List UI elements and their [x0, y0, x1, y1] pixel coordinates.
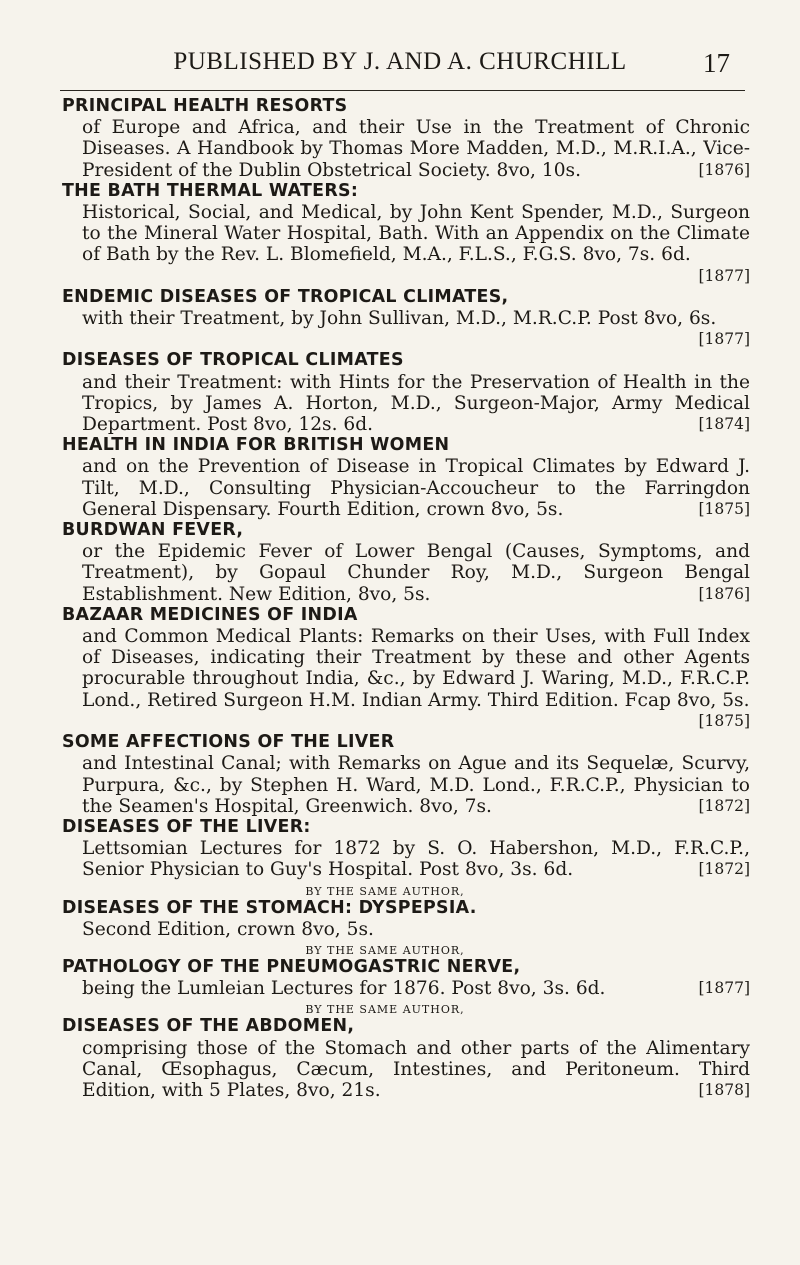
entry-description-text: Historical, Social, and Medical, by John Kent Spender, M.D., Surgeon to the Mineral Water Hospital, Bath. With an Appendix on the Climate of Bath by the Rev. L. Blomefield, M.A., F.L.S., F.G.S. 8vo, 7s. 6d.: [82, 202, 750, 266]
entry-year: [1877]: [698, 330, 750, 349]
entry-title: DISEASES OF THE STOMACH: DYSPEPSIA.: [62, 897, 477, 918]
running-head: PUBLISHED BY J. AND A. CHURCHILL: [173, 48, 627, 75]
entry-title: DISEASES OF THE LIVER:: [62, 816, 311, 837]
entry-description-text: Second Edition, crown 8vo, 5s.: [82, 918, 374, 940]
entry-title: THE BATH THERMAL WATERS:: [62, 180, 359, 201]
entry-description: [60, 202, 750, 287]
entry-title: BURDWAN FEVER,: [62, 520, 244, 541]
same-author-note: BY THE SAME AUTHOR,: [305, 943, 465, 957]
catalogue-entry: [60, 817, 750, 881]
entry-description: [60, 456, 750, 520]
entry-title: SOME AFFECTIONS OF THE LIVER: [62, 732, 395, 753]
entry-year: [1877]: [698, 979, 750, 998]
same-author-note: BY THE SAME AUTHOR,: [305, 884, 465, 898]
entry-description: [60, 541, 750, 605]
catalogue-entry: [60, 520, 750, 605]
entry-title: HEALTH IN INDIA FOR BRITISH WOMEN: [62, 435, 450, 456]
entry-description-text: being the Lumleian Lectures for 1876. Post 8vo, 3s. 6d.: [82, 978, 606, 1000]
entry-title: PRINCIPAL HEALTH RESORTS: [62, 96, 348, 116]
same-author-note: BY THE SAME AUTHOR,: [305, 1003, 465, 1017]
page-header: [0, 48, 800, 88]
entry-description-text: and their Treatment: with Hints for the Preservation of Health in the Tropics, by James A. Horton, M.D., Surgeon-Major, Army Medical Department. Post 8vo, 12s. 6d.: [82, 371, 750, 436]
entry-description-text: and Common Medical Plants: Remarks on their Uses, with Full Index of Diseases, indicating their Treatment by these and other Agents procurable throughout India, &c., by Edward J. Waring, M.D., F.R.C.P. Lond., Retired Surgeon H.M. Indian Army. Third Edition. Fcap 8vo, 5s.: [82, 626, 750, 711]
entry-year: [1872]: [698, 860, 750, 879]
entry-title: BAZAAR MEDICINES OF INDIA: [62, 604, 358, 625]
page-number: 17: [703, 48, 730, 78]
entry-description-text: and on the Prevention of Disease in Tropical Climates by Edward J. Tilt, M.D., Consulting Physician-Accoucheur to the Farringdon General Dispensary. Fourth Edition, crown 8vo, 5s.: [82, 456, 750, 520]
entry-description: [60, 626, 750, 732]
entry-title: DISEASES OF THE ABDOMEN,: [62, 1016, 355, 1037]
entry-description: [60, 838, 750, 880]
entry-description: [60, 1038, 750, 1102]
header-rule: [60, 90, 745, 91]
catalogue-entry: [60, 885, 750, 940]
catalogue-entry: [60, 287, 750, 351]
catalogue-entry: [60, 732, 750, 817]
catalogue-entry: [60, 605, 750, 732]
entry-title: ENDEMIC DISEASES OF TROPICAL CLIMATES,: [62, 286, 509, 307]
entry-description-text: or the Epidemic Fever of Lower Bengal (Causes, Symptoms, and Treatment), by Gopaul Chunder Roy, M.D., Surgeon Bengal Establishment. New Edition, 8vo, 5s.: [82, 541, 750, 605]
catalogue-entry: [60, 96, 750, 181]
entry-year: [1875]: [698, 711, 750, 730]
entry-description: [60, 753, 750, 817]
entry-title: PATHOLOGY OF THE PNEUMOGASTRIC NERVE,: [62, 956, 521, 977]
catalogue-list: [60, 96, 750, 1101]
entry-year: [1874]: [698, 415, 750, 434]
entry-description-text: comprising those of the Stomach and other parts of the Alimentary Canal, Œsophagus, Cæcum, Intestines, and Peritoneum. Third Edition, with 5 Plates, 8vo, 21s.: [82, 1037, 750, 1101]
entry-title: DISEASES OF TROPICAL CLIMATES: [62, 350, 404, 371]
entry-description: [60, 978, 750, 999]
entry-year: [1876]: [698, 160, 750, 179]
catalogue-entry: [60, 350, 750, 435]
entry-year: [1876]: [698, 584, 750, 603]
entry-description-text: of Europe and Africa, and their Use in the Treatment of Chronic Diseases. A Handbook by Thomas More Madden, M.D., M.R.I.A., Vice-President of the Dublin Obstetrical Society. 8vo, 10s.: [82, 117, 750, 181]
entry-year: [1877]: [698, 266, 750, 285]
entry-description-text: with their Treatment, by John Sullivan, M.D., M.R.C.P. Post 8vo, 6s.: [82, 308, 717, 330]
entry-year: [1875]: [698, 499, 750, 518]
entry-description-text: and Intestinal Canal; with Remarks on Ague and its Sequelæ, Scurvy, Purpura, &c., by Stephen H. Ward, M.D. Lond., F.R.C.P., Physician to the Seamen's Hospital, Greenwich. 8vo, 7s.: [82, 753, 750, 817]
catalogue-entry: [60, 1003, 750, 1101]
entry-description-text: Lettsomian Lectures for 1872 by S. O. Habershon, M.D., F.R.C.P., Senior Physician to Guy's Hospital. Post 8vo, 3s. 6d.: [82, 838, 750, 881]
catalogue-entry: [60, 435, 750, 520]
entry-description: [60, 919, 750, 940]
entry-year: [1872]: [698, 796, 750, 815]
entry-description: [60, 308, 750, 350]
entry-description: [60, 372, 750, 436]
catalogue-entry: [60, 181, 750, 287]
catalogue-entry: [60, 944, 750, 999]
entry-year: [1878]: [698, 1080, 750, 1099]
entry-description: [60, 117, 750, 181]
